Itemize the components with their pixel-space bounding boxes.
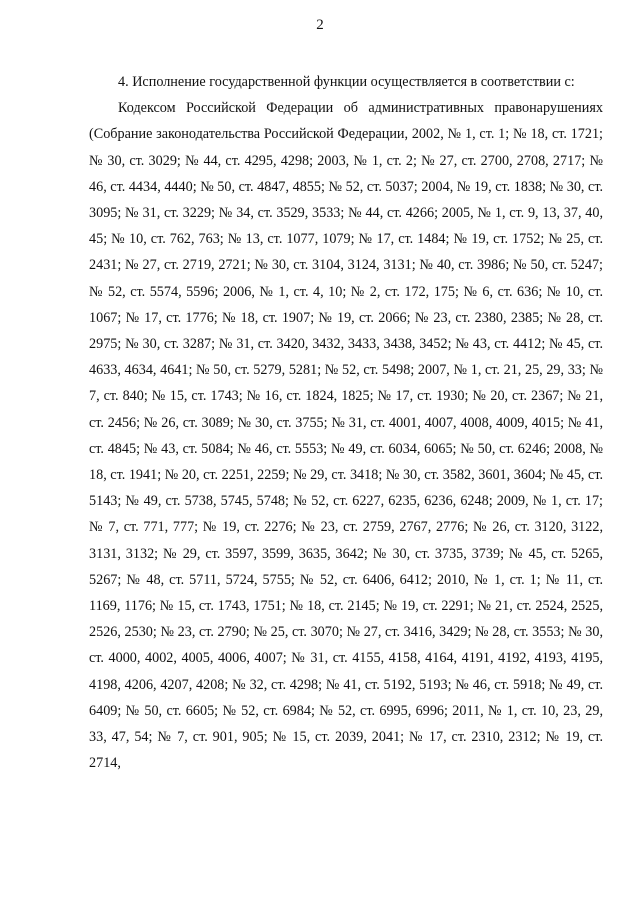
document-body xyxy=(89,69,603,776)
page-number: 2 xyxy=(316,17,324,33)
paragraph-clause-4: 4. Исполнение государственной функции осуществляется в соответствии с: xyxy=(118,74,575,90)
paragraph-code-citations: Кодексом Российской Федерации об административных правонарушениях (Собрание законодательства Российской Федерации, 2002, № 1, ст. 1; № 18, ст. 1721; № 30, ст. 3029; № 44, ст. 4295, 4298; 2003, № 1, ст. 2; № 27, ст. 2700, 2708, 2717; № 46, ст. 4434, 4440; № 50, ст. 4847, 4855; № 52, ст. 5037; 2004, № 19, ст. 1838; № 30, ст. 3095; № 31, ст. 3229; № 34, ст. 3529, 3533; № 44, ст. 4266; 2005, № 1, ст. 9, 13, 37, 40, 45; № 10, ст. 762, 763; № 13, ст. 1077, 1079; № 17, ст. 1484; № 19, ст. 1752; № 25, ст. 2431; № 27, ст. 2719, 2721; № 30, ст. 3104, 3124, 3131; № 40, ст. 3986; № 50, ст. 5247; № 52, ст. 5574, 5596; 2006, № 1, ст. 4, 10; № 2, ст. 172, 175; № 6, ст. 636; № 10, ст. 1067; № 17, ст. 1776; № 18, ст. 1907; № 19, ст. 2066; № 23, ст. 2380, 2385; № 28, ст. 2975; № 30, ст. 3287; № 31, ст. 3420, 3432, 3433, 3438, 3452; № 43, ст. 4412; № 45, ст. 4633, 4634, 4641; № 50, ст. 5279, 5281; № 52, ст. 5498; 2007, № 1, ст. 21, 25, 29, 33; № 7, ст. 840; № 15, ст. 1743; № 16, ст. 1824, 1825; № 17, ст. 1930; № 20, ст. 2367; № 21, ст. 2456; № 26, ст. 3089; № 30, ст. 3755; № 31, ст. 4001, 4007, 4008, 4009, 4015; № 41, ст. 4845; № 43, ст. 5084; № 46, ст. 5553; № 49, ст. 6034, 6065; № 50, ст. 6246; 2008, № 18, ст. 1941; № 20, ст. 2251, 2259; № 29, ст. 3418; № 30, ст. 3582, 3601, 3604; № 45, ст. 5143; № 49, ст. 5738, 5745, 5748; № 52, ст. 6227, 6235, 6236, 6248; 2009, № 1, ст. 17; № 7, ст. 771, 777; № 19, ст. 2276; № 23, ст. 2759, 2767, 2776; № 26, ст. 3120, 3122, 3131, 3132; № 29, ст. 3597, 3599, 3635, 3642; № 30, ст. 3735, 3739; № 45, ст. 5265, 5267; № 48, ст. 5711, 5724, 5755; № 52, ст. 6406, 6412; 2010, № 1, ст. 1; № 11, ст. 1169, 1176; № 15, ст. 1743, 1751; № 18, ст. 2145; № 19, ст. 2291; № 21, ст. 2524, 2525, 2526, 2530; № 23, ст. 2790; № 25, ст. 3070; № 27, ст. 3416, 3429; № 28, ст. 3553; № 30, ст. 4000, 4002, 4005, 4006, 4007; № 31, ст. 4155, 4158, 4164, 4191, 4192, 4193, 4195, 4198, 4206, 4207, 4208; № 32, ст. 4298; № 41, ст. 5192, 5193; № 46, ст. 5918; № 49, ст. 6409; № 50, ст. 6605; № 52, ст. 6984; № 52, ст. 6995, 6996; 2011, № 1, ст. 10, 23, 29, 33, 47, 54; № 7, ст. 901, 905; № 15, ст. 2039, 2041; № 17, ст. 2310, 2312; № 19, ст. 2714, xyxy=(89,100,603,772)
